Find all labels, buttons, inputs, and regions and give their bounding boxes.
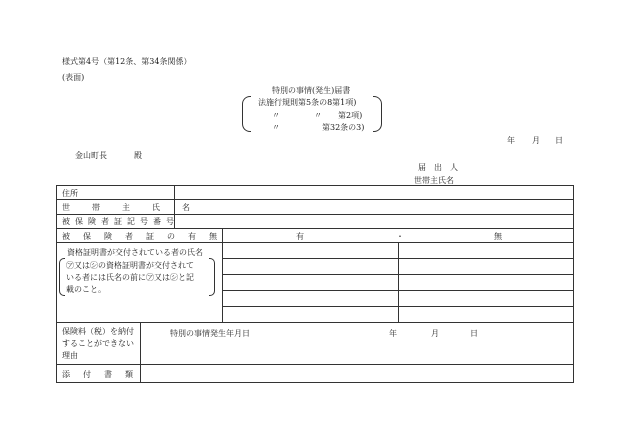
occurrence-month: 月 — [431, 329, 439, 338]
notifier-label: 届 出 人 — [418, 163, 458, 172]
reason-label-line3: 理由 — [62, 351, 78, 360]
card-status-label: 被保険者証の有無 — [62, 232, 230, 241]
names-left-brace — [59, 258, 65, 296]
occurrence-label: 特別の事情発生年月日 — [170, 329, 250, 338]
card-yes: 有 — [296, 232, 304, 241]
right-brace — [373, 96, 382, 132]
date-year: 年 — [507, 136, 515, 145]
head-name-label: 世帯主氏名 — [62, 203, 212, 212]
date-month: 月 — [532, 136, 540, 145]
circle-ko-icon: ㋐ — [66, 261, 74, 270]
left-brace — [242, 96, 251, 132]
names-label-line4: 載のこと。 — [66, 285, 106, 294]
addressee-name: 金山町長 — [75, 151, 107, 160]
ditto-1: 〃 — [272, 111, 280, 120]
notifier-head: 世帯主氏名 — [414, 176, 454, 185]
form-side: (表面) — [62, 73, 85, 82]
circle-shi-icon: ㋛ — [90, 261, 98, 270]
names-right-brace — [209, 258, 215, 296]
names-label-line1: 資格証明書が交付されている者の氏名 — [67, 248, 203, 257]
form-number: 様式第4号（第12条、第34条関係） — [62, 57, 192, 66]
reason-label-line1: 保険料（税）を納付 — [62, 327, 134, 336]
circle-ko-icon-2: ㋐ — [146, 273, 154, 282]
rule-line-1: 法施行規則第5条の8第1項) — [258, 98, 357, 107]
form-title: 特別の事情(発生)届書 — [272, 86, 351, 95]
occurrence-day: 日 — [470, 329, 478, 338]
card-no: 無 — [494, 232, 502, 241]
addressee-honorific: 殿 — [134, 151, 142, 160]
circle-shi-icon-2: ㋛ — [170, 273, 178, 282]
names-label-line2: ㋐又は㋛の資格証明書が交付されて — [66, 261, 194, 270]
occurrence-year: 年 — [389, 329, 397, 338]
card-separator: ・ — [396, 232, 404, 241]
names-label-line3: いる者には氏名の前に㋐又は㋛と記 — [66, 273, 194, 282]
rule-line-3: 第32条の3) — [322, 123, 365, 132]
ditto-3: 〃 — [272, 123, 280, 132]
reason-label-line2: することができない — [62, 339, 134, 348]
ditto-2: 〃 — [314, 111, 322, 120]
rule-line-2: 第2項) — [338, 111, 363, 120]
address-label: 住所 — [62, 189, 78, 198]
date-day: 日 — [555, 136, 563, 145]
attachments-label: 添付書類 — [62, 370, 146, 379]
insurance-id-label: 被保険者証記号番号 — [62, 217, 179, 226]
